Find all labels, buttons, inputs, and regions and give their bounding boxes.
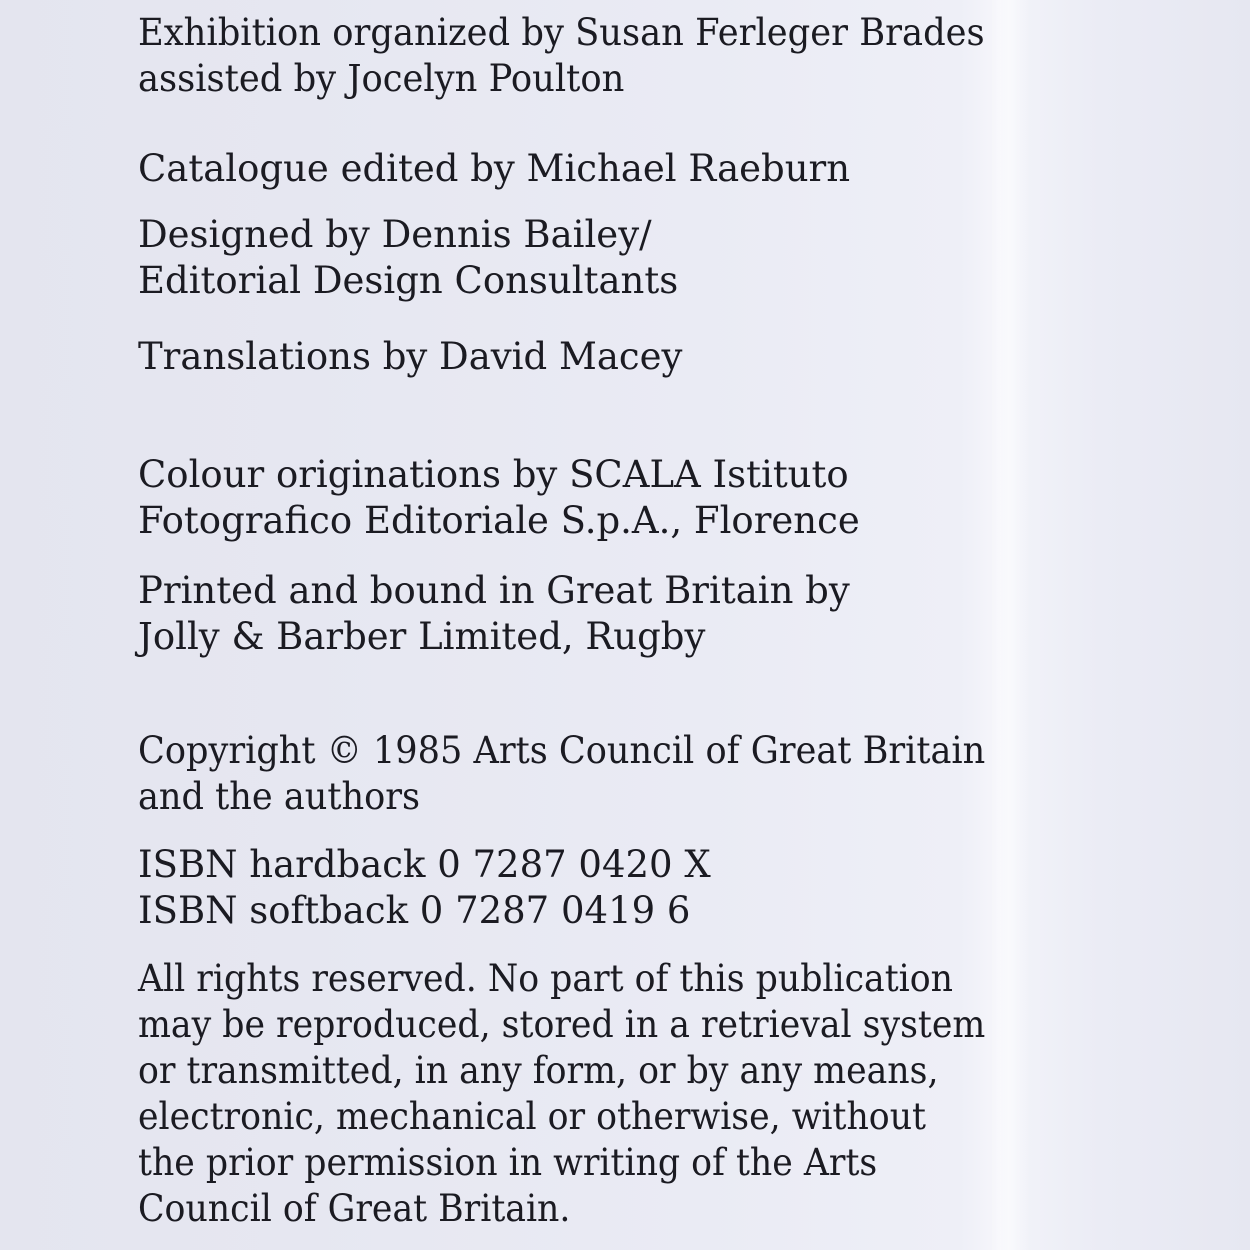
text-line: Council of Great Britain. — [138, 1187, 571, 1230]
text-line: Fotografico Editoriale S.p.A., Florence — [138, 499, 860, 542]
design-credit — [138, 212, 678, 304]
text-line: and the authors — [138, 775, 421, 818]
text-line: All rights reserved. No part of this publication — [138, 957, 954, 1000]
translation-credit — [138, 334, 682, 380]
text-line: Editorial Design Consultants — [138, 259, 679, 302]
isbn-softback: ISBN softback 0 7287 0419 6 — [138, 889, 691, 932]
catalogue-credit — [138, 146, 850, 192]
text-line: the prior permission in writing of the Arts — [138, 1141, 878, 1184]
text-line: Translations by David Macey — [138, 335, 683, 378]
text-line: Printed and bound in Great Britain by — [138, 569, 850, 612]
text-line: electronic, mechanical or otherwise, without — [138, 1095, 927, 1138]
text-line: Copyright © 1985 Arts Council of Great Britain — [138, 729, 986, 772]
rights-statement — [138, 956, 1041, 1232]
text-line: Exhibition organized by Susan Ferleger Brades — [138, 11, 985, 54]
exhibition-credit — [138, 10, 1026, 102]
isbn-numbers — [138, 842, 711, 934]
printer-credit — [138, 568, 850, 660]
isbn-hardback: ISBN hardback 0 7287 0420 X — [138, 843, 711, 886]
text-line: Colour originations by SCALA Istituto — [138, 453, 849, 496]
text-line: Catalogue edited by Michael Raeburn — [138, 147, 851, 190]
text-line: assisted by Jocelyn Poulton — [138, 57, 625, 100]
text-line: Designed by Dennis Bailey/ — [138, 213, 652, 256]
text-line: Jolly & Barber Limited, Rugby — [138, 615, 706, 658]
copyright-notice — [138, 728, 1031, 820]
text-line: or transmitted, in any form, or by any means, — [138, 1049, 939, 1092]
text-line: may be reproduced, stored in a retrieval system — [138, 1003, 986, 1046]
colour-credit — [138, 452, 860, 544]
